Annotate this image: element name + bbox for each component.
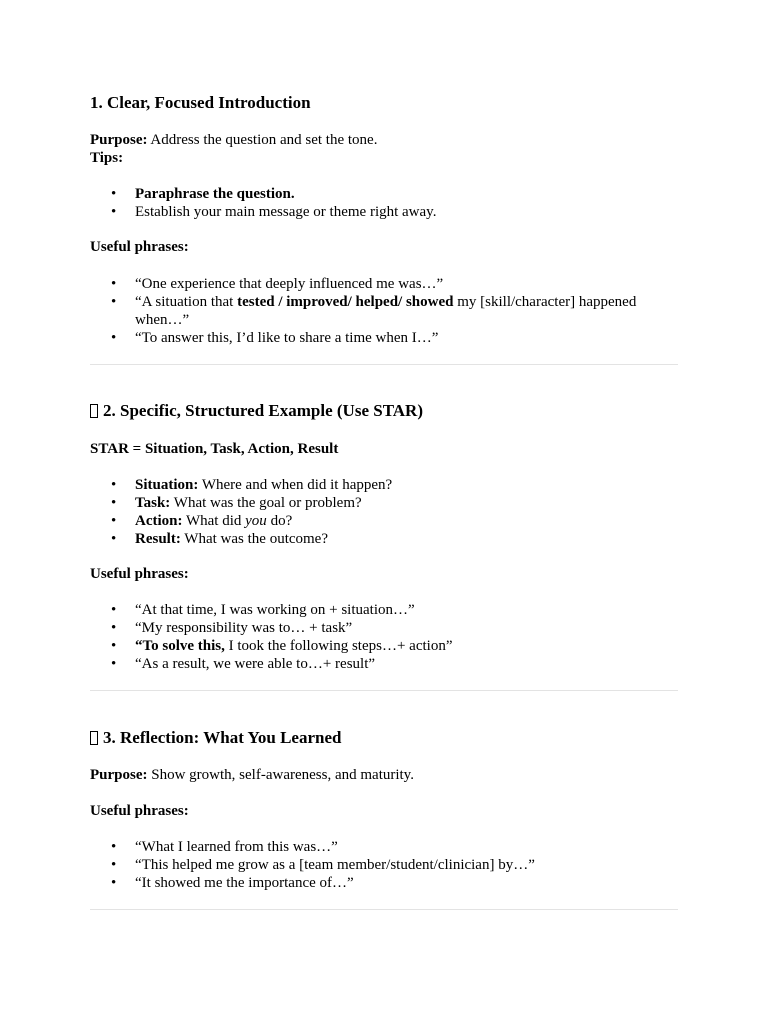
list-item: • “This helped me grow as a [team member/student/clinician] by…” [90,856,678,874]
star-list [90,476,678,548]
tips-list [90,185,678,221]
section-2-phrases-list [90,601,678,673]
list-item: • “As a result, we were able to…+ result” [90,655,678,673]
purpose-label: Purpose: [90,767,148,783]
section-divider [90,690,678,691]
section-3-phrases-label: Useful phrases: [90,803,189,819]
section-1-tips-label: Tips: [90,150,124,166]
list-item: • “What I learned from this was…” [90,838,678,856]
missing-glyph-icon [90,731,98,745]
purpose-text: Address the question and set the tone. [147,132,378,148]
section-divider [90,364,678,365]
list-item: • “A situation that tested / improved/ helped/ showed my [skill/character] happened when…” [90,293,678,329]
missing-glyph-icon [90,404,98,418]
list-item: • Task: What was the goal or problem? [90,494,678,512]
section-1-purpose [90,131,377,149]
section-1-phrases-label: Useful phrases: [90,239,189,255]
purpose-text: Show growth, self-awareness, and maturity. [147,767,414,783]
list-item: • Situation: Where and when did it happen? [90,476,678,494]
list-item: • “One experience that deeply influenced me was…” [90,275,678,293]
purpose-label: Purpose: [90,132,148,148]
list-item: • “It showed me the importance of…” [90,874,678,892]
list-item: • Establish your main message or theme right away. [90,203,678,221]
list-item: • “My responsibility was to… + task” [90,619,678,637]
section-2-phrases-label: Useful phrases: [90,566,189,582]
list-item: • Paraphrase the question. [90,185,678,203]
star-definition: STAR = Situation, Task, Action, Result [90,441,339,457]
section-1-heading: 1. Clear, Focused Introduction [90,93,311,112]
list-item: • Action: What did you do? [90,512,678,530]
list-item: • “To answer this, I’d like to share a time when I…” [90,329,678,347]
section-3-phrases-list [90,838,678,892]
section-3-purpose [90,766,414,784]
list-item: • “At that time, I was working on + situation…” [90,601,678,619]
section-divider [90,909,678,910]
list-item: • “To solve this, I took the following steps…+ action” [90,637,678,655]
section-3-heading: 3. Reflection: What You Learned [90,728,341,748]
section-2-heading: 2. Specific, Structured Example (Use STAR) [90,401,423,421]
section-1-phrases-list [90,275,678,347]
list-item: • Result: What was the outcome? [90,530,678,548]
